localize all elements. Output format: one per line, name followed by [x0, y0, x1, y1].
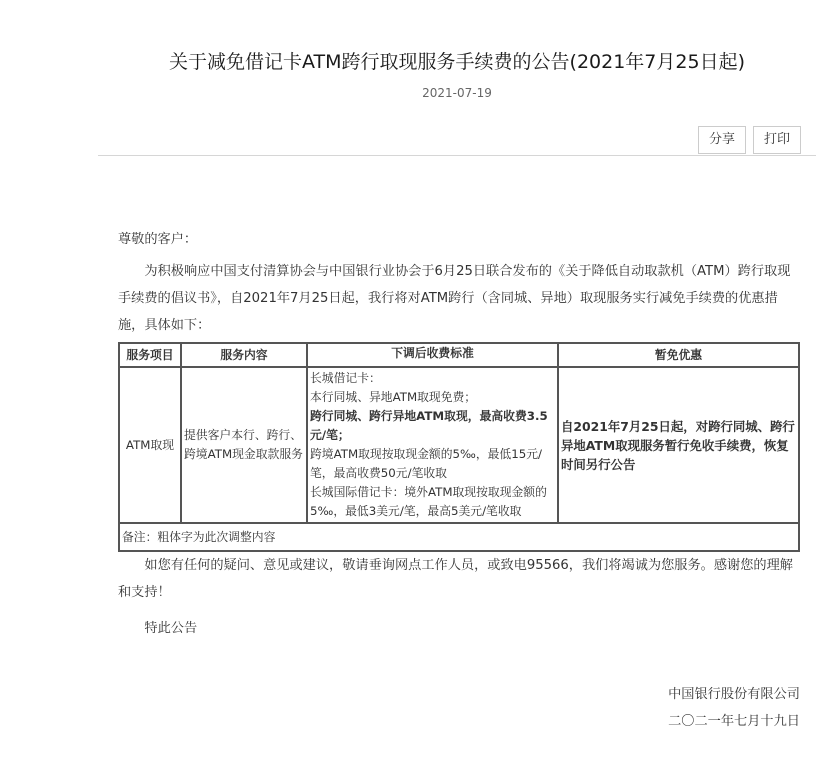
closing-text: 特此公告 [144, 621, 198, 636]
fee-table [118, 342, 800, 552]
header-service-item: 服务项目 [119, 343, 181, 367]
cell-waiver: 自2021年7月25日起，对跨行同城、跨行异地ATM取现服务暂行免收手续费，恢复时间另行公告 [558, 367, 799, 523]
table-note: 备注：粗体字为此次调整内容 [119, 523, 799, 551]
action-bar [698, 126, 801, 154]
header-fee-standard: 下调后收费标准 [307, 343, 558, 367]
header-service-content: 服务内容 [181, 343, 307, 367]
cell-service-content: 提供客户本行、跨行、跨境ATM现金取款服务 [181, 367, 307, 523]
cell-fee-standard [307, 367, 558, 523]
fee-line-adjusted: 跨行同城、跨行异地ATM取现，最高收费3.5元/笔； [310, 409, 548, 442]
cell-service-item: ATM取现 [119, 367, 181, 523]
share-button[interactable]: 分享 [698, 126, 746, 154]
table-row [119, 367, 799, 523]
intro-paragraph: 为积极响应中国支付清算协会与中国银行业协会于6月25日联合发布的《关于降低自动取款机（ATM）跨行取现手续费的倡议书》，自2021年7月25日起，我行将对ATM跨行（含同城、异地）取现服务实行减免手续费的优惠措施，具体如下： [118, 264, 791, 333]
issue-date: 二〇二一年七月十九日 [668, 714, 800, 729]
page-title: 关于减免借记卡ATM跨行取现服务手续费的公告(2021年7月25日起) [169, 51, 745, 73]
header-waiver: 暂免优惠 [558, 343, 799, 367]
table-note-row [119, 523, 799, 551]
contact-paragraph: 如您有任何的疑问、意见或建议，敬请垂询网点工作人员，或致电95566，我们将竭诚为您服务。感谢您的理解和支持！ [118, 558, 793, 600]
publish-date: 2021-07-19 [422, 86, 492, 100]
notice-body [118, 226, 800, 642]
header-divider [98, 155, 816, 156]
fee-line: 长城国际借记卡：境外ATM取现按取现金额的5‰，最低3美元/笔，最高5美元/笔收取 [310, 485, 547, 518]
table-header-row [119, 343, 799, 367]
print-button[interactable]: 打印 [753, 126, 801, 154]
fee-line: 长城借记卡： [310, 371, 381, 385]
salutation: 尊敬的客户： [118, 232, 198, 247]
fee-line: 本行同城、异地ATM取现免费； [310, 390, 477, 404]
issuer-name: 中国银行股份有限公司 [668, 687, 800, 702]
fee-line: 跨境ATM取现按取现金额的5‰，最低15元/笔，最高收费50元/笔收取 [310, 447, 543, 480]
